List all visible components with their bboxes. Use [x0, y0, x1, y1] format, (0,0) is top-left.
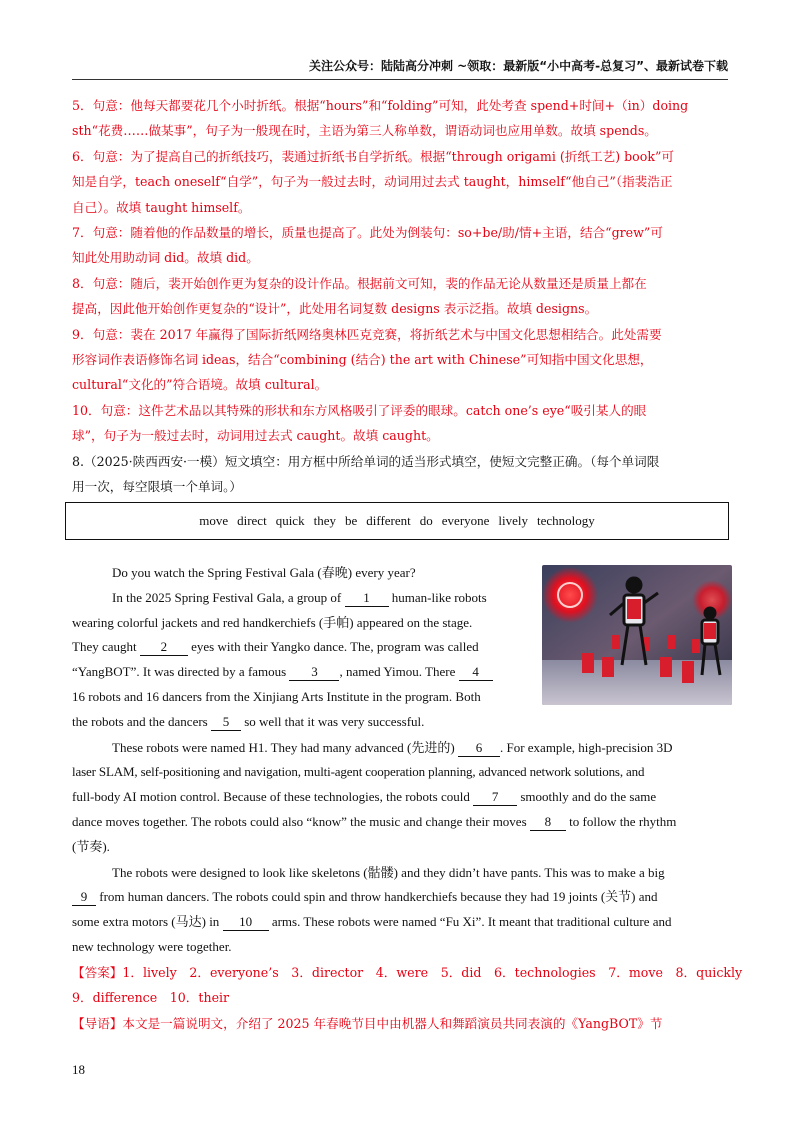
- explanation-line: 自己）。故填 taught himself。: [72, 199, 251, 215]
- passage-text: dance moves together. The robots could also “know” the music and change their moves: [72, 813, 527, 829]
- passage-line: Do you watch the Spring Festival Gala (春晚) every year?: [112, 565, 416, 580]
- passage-line: laser SLAM, self-positioning and navigation, multi-agent cooperation planning, advanced network solutions, and: [72, 764, 645, 780]
- passage-text: to follow the rhythm: [569, 813, 677, 829]
- word-bank-item: move: [199, 513, 229, 528]
- passage-line: new technology were together.: [72, 938, 232, 954]
- word-bank-item: direct: [237, 513, 267, 528]
- explanation-line: 9．句意：裴在 2017 年赢得了国际折纸网络奥林匹克竞赛，将折纸艺术与中国文化思想相结合。此处需要: [72, 326, 662, 342]
- passage-line: [72, 736, 728, 761]
- passage-text: In the 2025 Spring Festival Gala, a group of: [112, 589, 342, 605]
- blank-7: 7: [473, 789, 517, 806]
- blank-3: 3: [289, 664, 339, 681]
- page-number: 18: [72, 1062, 85, 1077]
- answer-text: 1．lively 2．everyone’s 3．director 4．were 5．did 6．technologies 7．move 8．quickly: [122, 965, 743, 980]
- explanation-line: 7．句意：随着他的作品数量的增长，质量也提高了。此处为倒装句：so+be/助/情+主语，结合“grew”可: [72, 225, 663, 241]
- passage-text: arms. These robots were named “Fu Xi”. It meant that traditional culture and: [271, 914, 672, 930]
- passage-text: . For example, high-precision 3D: [499, 739, 673, 755]
- answer-label: 【答案】: [72, 965, 123, 980]
- word-bank-item: different: [366, 513, 411, 528]
- blank-10: 10: [223, 914, 269, 931]
- passage-line: [72, 885, 728, 910]
- passage-line: [72, 810, 728, 835]
- answer-block: [72, 960, 743, 1036]
- explanations-block: [72, 93, 728, 500]
- word-bank-item: they: [313, 513, 336, 528]
- passage-line: wearing colorful jackets and red handkerchiefs (手帕) appeared on the stage.: [72, 614, 473, 630]
- passage-text: so well that it was very successful.: [244, 713, 425, 729]
- explanation-line: sth“花费……做某事”，句子为一般现在时，主语为第三人称单数，谓语动词也应用单数。故填 spends。: [72, 123, 657, 139]
- passage-text: eyes with their Yangko dance. The, program was called: [191, 639, 479, 655]
- guide-label: 【导语】: [72, 1015, 123, 1031]
- blank-6: 6: [458, 740, 500, 757]
- guide-text: 本文是一篇说明文，介绍了 2025 年春晚节目中由机器人和舞蹈演员共同表演的《YangBOT》节: [122, 1015, 663, 1031]
- guide-line: [72, 1011, 728, 1036]
- word-bank-item: do: [419, 513, 433, 528]
- word-bank-item: lively: [498, 513, 529, 528]
- blank-8: 8: [530, 814, 566, 831]
- explanation-line: 6．句意：为了提高自己的折纸技巧，裴通过折纸书自学折纸。根据“through origami (折纸工艺) book”可: [72, 148, 674, 164]
- word-bank-item: be: [344, 513, 358, 528]
- passage-text: “YangBOT”. It was directed by a famous: [72, 664, 287, 680]
- question-instruction: 8.（2025·陕西西安·一模）短文填空：用方框中所给单词的适当形式填空，使短文完整正确。（每个单词限: [72, 453, 660, 469]
- blank-5: 5: [211, 714, 241, 731]
- passage-line: (节奏).: [72, 838, 110, 854]
- passage-text: full-body AI motion control. Because of these technologies, the robots could: [72, 789, 470, 805]
- answer-line: [72, 960, 743, 985]
- explanation-line: 球”，句子为一般过去时，动词用过去式 caught。故填 caught。: [72, 428, 439, 444]
- question-instruction-cont: 用一次，每空限填一个单词。）: [72, 479, 243, 495]
- answer-line: 9．difference 10．their: [72, 990, 230, 1006]
- passage-line: [72, 910, 728, 935]
- explanation-line: 知此处用助动词 did。故填 did。: [72, 250, 259, 266]
- passage-line: [72, 710, 728, 735]
- robot-dance-photo: [542, 565, 732, 705]
- passage-text: smoothly and do the same: [520, 789, 657, 805]
- passage-text: from human dancers. The robots could spin and throw handkerchiefs because they had 19 joints (关节) and: [99, 889, 658, 905]
- explanation-line: 形容词作表语修饰名词 ideas，结合“combining (结合) the art with Chinese”可知指中国文化思想，: [72, 352, 653, 368]
- passage-text: , named Yimou. There: [339, 664, 456, 680]
- passage-text: They caught: [72, 639, 137, 655]
- explanation-line: cultural“文化的”符合语境。故填 cultural。: [72, 377, 328, 393]
- word-bank-item: everyone: [441, 513, 490, 528]
- explanation-line: 5．句意：他每天都要花几个小时折纸。根据“hours”和“folding”可知，此处考查 spend+时间+（in）doing: [72, 98, 689, 113]
- explanation-line: 知是自学，teach oneself“自学”，句子为一般过去时，动词用过去式 taught，himself“他自己”（指裴浩正: [72, 174, 673, 190]
- passage-text: These robots were named H1. They had many advanced (先进的): [112, 739, 455, 755]
- page-header: 关注公众号：陆陆高分冲刺 ~领取：最新版“小中高考-总复习”、最新试卷下载: [309, 59, 728, 73]
- header-rule: [72, 79, 728, 80]
- explanation-line: 10．句意：这件艺术品以其特殊的形状和东方风格吸引了评委的眼球。catch one’s eye“吸引某人的眼: [72, 402, 647, 418]
- passage-text: some extra motors (马达) in: [72, 914, 220, 930]
- passage-text: human-like robots: [391, 589, 487, 605]
- blank-1: 1: [345, 590, 389, 607]
- passage-line: [72, 785, 728, 810]
- passage-text: the robots and the dancers: [72, 713, 208, 729]
- word-bank-item: technology: [537, 513, 595, 528]
- blank-9: 9: [72, 889, 96, 906]
- blank-2: 2: [140, 639, 188, 656]
- word-bank-item: quick: [275, 513, 305, 528]
- explanation-line: 提高，因此他开始创作更复杂的“设计”，此处用名词复数 designs 表示泛指。故填 designs。: [72, 301, 598, 317]
- word-bank-box: [65, 502, 729, 540]
- passage-line: 16 robots and 16 dancers from the Xinjiang Arts Institute in the program. Both: [72, 688, 481, 704]
- passage-line: The robots were designed to look like skeletons (骷髅) and they didn’t have pants. This was to make a big: [112, 864, 665, 880]
- blank-4: 4: [459, 664, 493, 681]
- explanation-line: 8．句意：随后，裴开始创作更为复杂的设计作品。根据前文可知，裴的作品无论从数量还是质量上都在: [72, 275, 647, 291]
